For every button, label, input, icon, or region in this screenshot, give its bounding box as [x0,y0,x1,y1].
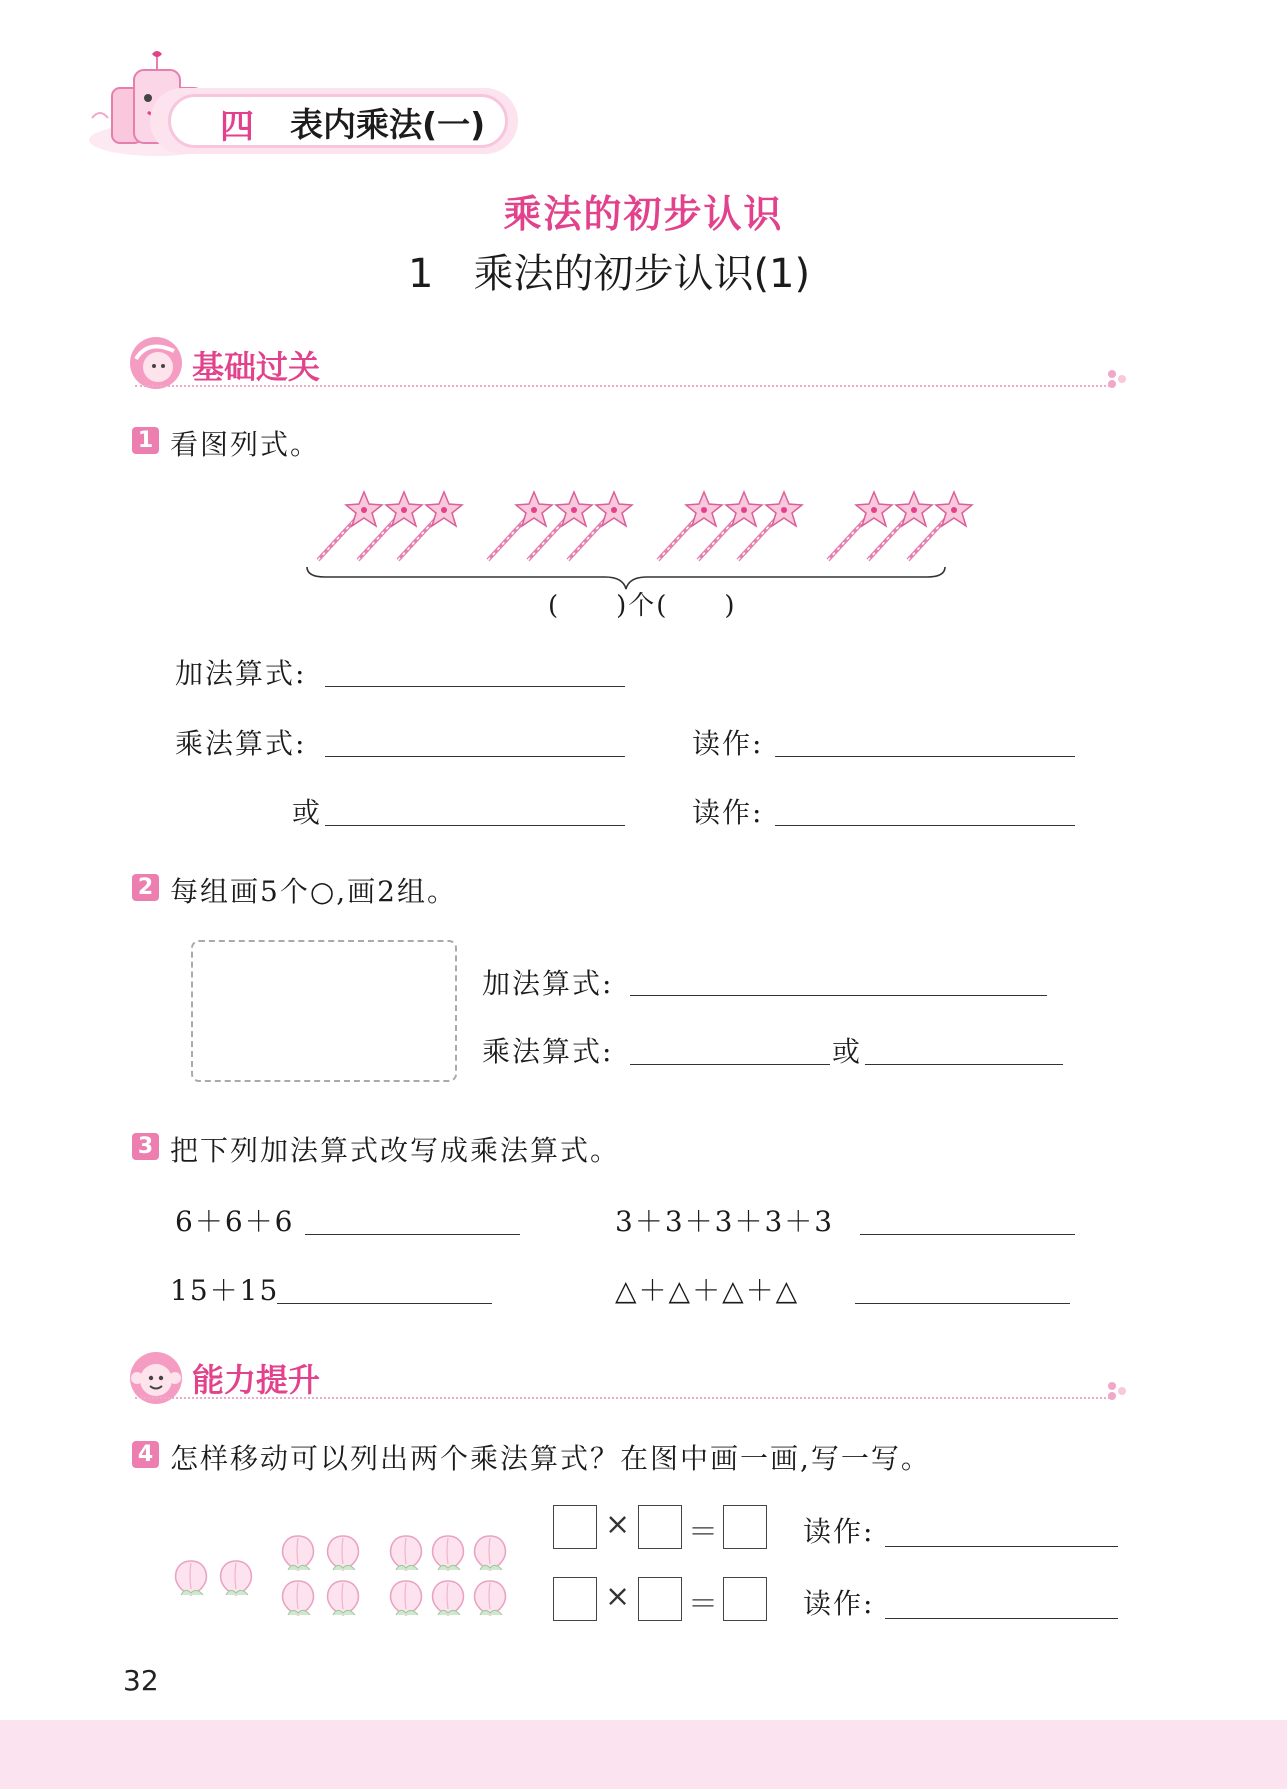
q1-or-label: 或 [292,796,323,829]
q1-read-label: 读作: [692,727,764,760]
q1-or-answer-line[interactable] [325,825,625,826]
brace-label: ( )个( ) [548,591,737,621]
q3-answer-line-2[interactable] [860,1234,1075,1235]
section-basic-divider [135,385,1110,387]
peaches-picture[interactable] [168,1520,518,1620]
q3-expression-4: △＋△＋△＋△ [615,1274,800,1307]
q2-or-label: 或 [832,1035,863,1068]
q4-read-answer-line-2[interactable] [885,1618,1118,1619]
chapter-title: 表内乘法(一) [290,105,486,144]
q4-read-answer-line-1[interactable] [885,1546,1118,1547]
q3-expression-3: 15＋15 [170,1274,280,1307]
q4-eq1-box-1[interactable] [553,1505,597,1549]
q1-mul-answer-line[interactable] [325,756,625,757]
question-4-text: 怎样移动可以列出两个乘法算式？在图中画一画,写一写。 [170,1442,931,1475]
q4-read-label-1: 读作: [803,1515,875,1548]
q2-add-answer-line[interactable] [630,995,1047,996]
question-1-badge: 1 [132,427,159,454]
q3-answer-line-1[interactable] [305,1234,520,1235]
q2-mul-label: 乘法算式: [482,1035,614,1068]
question-4-badge: 4 [132,1441,159,1468]
q4-eq2-times: × [605,1579,631,1614]
q2-mul-answer-line[interactable] [630,1064,830,1065]
chapter-number: 四 [220,107,254,147]
page-number: 32 [123,1664,159,1697]
dots-ornament-icon [1106,369,1130,389]
magic-wands-picture [300,488,1000,568]
dots-ornament-icon-2 [1106,1381,1130,1401]
q4-read-label-2: 读作: [803,1587,875,1620]
q4-eq1-equals: ＝ [688,1515,718,1550]
q1-read-answer-line[interactable] [775,756,1075,757]
lesson-subtitle: 1 乘法的初步认识(1) [408,251,811,297]
footer-band [0,1720,1287,1789]
question-3-badge: 3 [132,1133,159,1160]
q2-add-label: 加法算式: [482,967,614,1000]
q1-read-label-2: 读作: [692,796,764,829]
q4-eq2-box-2[interactable] [638,1577,682,1621]
q4-eq2-equals: ＝ [688,1587,718,1622]
q1-add-answer-line[interactable] [325,686,625,687]
q4-eq1-box-3[interactable] [723,1505,767,1549]
lesson-title: 乘法的初步认识 [503,192,784,236]
q1-read-answer-line-2[interactable] [775,825,1075,826]
q2-or-answer-line[interactable] [865,1064,1063,1065]
question-2-text: 每组画5个○,画2组。 [170,875,457,908]
q4-eq2-box-1[interactable] [553,1577,597,1621]
section-ability-title: 能力提升 [192,1361,321,1399]
q3-expression-1: 6＋6＋6 [175,1205,295,1238]
q4-eq1-times: × [605,1507,631,1542]
question-1-text: 看图列式。 [170,428,321,461]
q2-drawing-area[interactable] [191,940,457,1082]
question-2-badge: 2 [132,874,159,901]
q3-expression-2: 3＋3＋3＋3＋3 [615,1205,835,1238]
q4-eq1-box-2[interactable] [638,1505,682,1549]
question-3-text: 把下列加法算式改写成乘法算式。 [170,1134,621,1167]
q1-add-label: 加法算式: [175,657,307,690]
section-basic-title: 基础过关 [192,348,321,386]
girl-mascot-icon [128,335,184,391]
q3-answer-line-3[interactable] [277,1303,492,1304]
q4-eq2-box-3[interactable] [723,1577,767,1621]
q1-mul-label: 乘法算式: [175,727,307,760]
q3-answer-line-4[interactable] [855,1303,1070,1304]
section-ability-divider [135,1397,1110,1399]
